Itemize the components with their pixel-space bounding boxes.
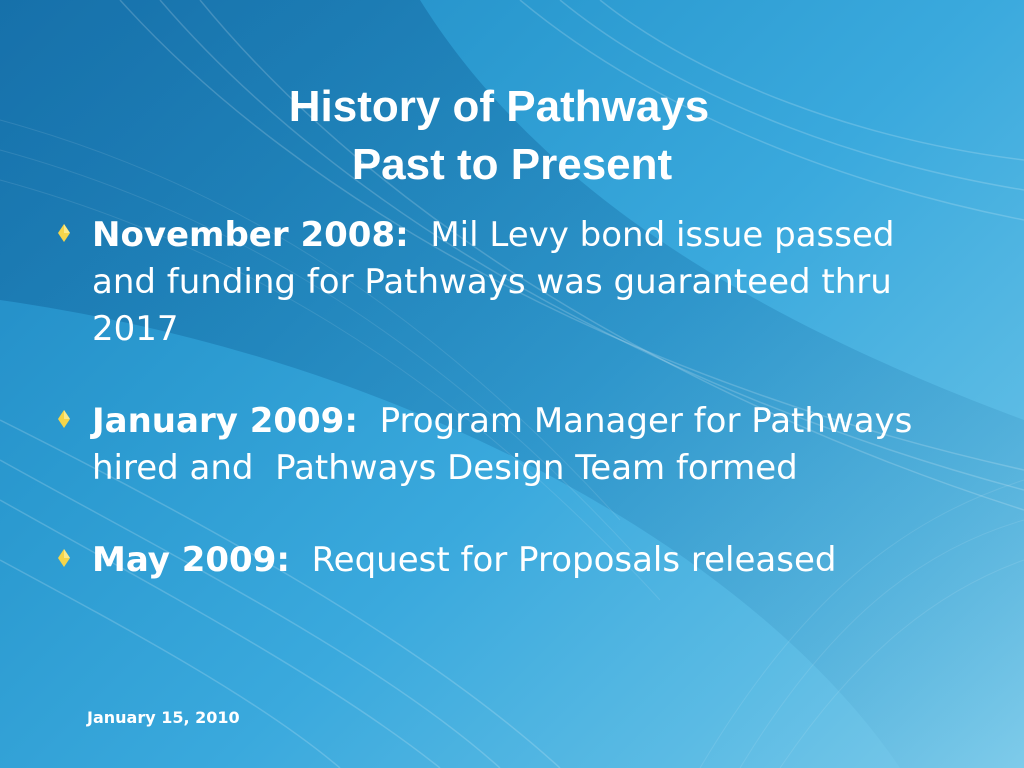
diamond-bullet-icon — [58, 224, 70, 242]
bullet-date: May 2009: — [92, 540, 290, 580]
bullet-text: Mil Levy bond issue passed and funding for Pathways was guaranteed thru 2017 — [92, 215, 906, 349]
bullet-date: November 2008: — [92, 215, 409, 255]
diamond-bullet-icon — [58, 549, 70, 567]
bullet-item — [56, 212, 956, 353]
bullet-date: January 2009: — [92, 401, 358, 441]
footer-date: January 15, 2010 — [87, 708, 240, 727]
bullet-text: Program Manager for Pathways hired and Pathways Design Team formed — [92, 401, 924, 488]
slide-title — [0, 78, 1024, 194]
bullet-list — [56, 212, 956, 584]
bullet-item — [56, 537, 956, 584]
bullet-item — [56, 398, 956, 492]
bullet-text: Request for Proposals released — [289, 540, 837, 580]
title-line-1: History of Pathways — [288, 82, 710, 131]
diamond-bullet-icon — [58, 410, 70, 428]
title-line-2: Past to Present — [351, 140, 673, 189]
